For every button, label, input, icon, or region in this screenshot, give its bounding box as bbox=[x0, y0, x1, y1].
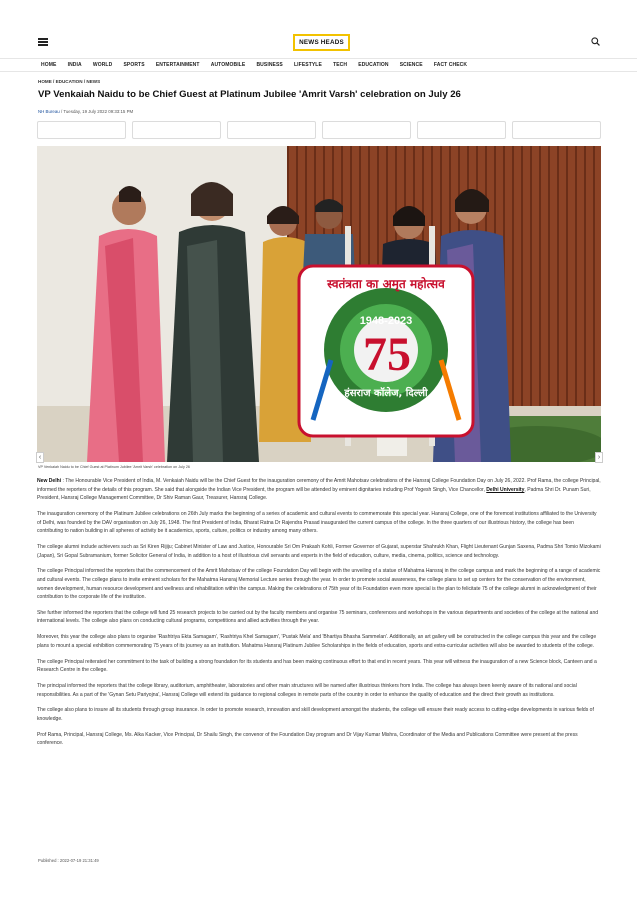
logo-board-top-text: स्वतंत्रता का अमृत महोत्सव bbox=[327, 277, 445, 291]
nav-item-automobile[interactable]: AUTOMOBILE bbox=[210, 62, 246, 68]
share-button-2[interactable] bbox=[132, 121, 221, 139]
share-button-3[interactable] bbox=[227, 121, 316, 139]
nav-item-lifestyle[interactable]: LIFESTYLE bbox=[294, 62, 322, 68]
article-paragraph-2: The inauguration ceremony of the Platinum Jubilee celebrations on 26th July marks the beginning of a series of academic and cultural events to commemorate this special year. Hansraj College, one of the foremost institutions affiliated to the University of Delhi, was founded by the DAV organisation on July 26, 1948. The first President of India, Bharat Ratna Dr Rajendra Prasad inaugurated the current campus of the college. In the three quarters of our illustrious history, the college has been contributing to nation building in all spheres of activity be it academics, sports, culture, politics or industry among many others. bbox=[37, 510, 597, 535]
nav-item-home[interactable]: HOME bbox=[41, 62, 57, 68]
photo-caption: VP Venkaiah Naidu to be Chief Guest at Platinum Jubilee 'Amrit Varsh' celebration on July 26 bbox=[38, 465, 190, 469]
hamburger-menu-icon[interactable] bbox=[38, 38, 48, 46]
article-paragraph-8: The principal informed the reporters that the college library, auditorium, amphitheater, laboratories and other main structures will be named after illustrious thinkers from India. The college has always been keenly aware of its national and social responsibilities. As a part of the 'Gynan Setu Pariyojna', Hansraj College will extend its guidance to regional colleges in remote parts of the country in order to enhance the quality of education and the direct their growth as institutions. bbox=[37, 683, 577, 698]
article-title: VP Venkaiah Naidu to be Chief Guest at Platinum Jubilee 'Amrit Varsh' celebration on July 26 bbox=[38, 89, 461, 100]
article-paragraph-5: She further informed the reporters that the college will fund 25 research projects to be carried out by the faculty members and organise 75 seminars, conferences and workshops in the various departments and societies of the college at the national and international levels. The college also plans on conducting cultural programs, competitions and allied activities through the year. bbox=[37, 609, 599, 625]
nav-item-world[interactable]: WORLD bbox=[92, 62, 113, 68]
nav-item-tech[interactable]: TECH bbox=[333, 62, 348, 68]
share-button-4[interactable] bbox=[322, 121, 411, 139]
main-nav bbox=[0, 58, 637, 72]
share-button-5[interactable] bbox=[417, 121, 506, 139]
byline-separator: / bbox=[60, 109, 64, 114]
share-buttons-row bbox=[37, 121, 601, 139]
article-author[interactable]: NH Bureau bbox=[38, 109, 60, 114]
breadcrumb[interactable]: HOME / EDUCATION / NEWS bbox=[38, 79, 101, 84]
logo-board-years: 1948-2023 bbox=[359, 315, 413, 327]
nav-item-science[interactable]: SCIENCE bbox=[399, 62, 423, 68]
nav-item-entertainment[interactable]: ENTERTAINMENT bbox=[155, 62, 200, 68]
article-paragraph-10: Prof Rama, Principal, Hansraj College, Ms. Alka Kacker, Vice Principal, Dr Shailu Singh, the convenor of the Foundation Day program and Dr Vijay Kumar Mishra, Coordinator of the Media and Publications Committee were present at the press conference. bbox=[37, 731, 578, 747]
article-paragraph-3: The college alumni include achievers such as Sri Kiren Rijiju; Cabinet Minister of Law and Justice, Honourable Sri Om Prakash Kohli, Former Governor of Gujarat, superstar Shahrukh Khan, Flight Lieutenant Gunjan Saxena, Padma Shri Tomio Mizokami (Japan), Sri Gopal Subramanium, former Solicitor General of India, in addition to a host of illustrious civil servants and experts in the field of education, culture, media, cinema, politics, science and technology. bbox=[37, 543, 601, 559]
search-icon[interactable] bbox=[591, 37, 600, 46]
article-body bbox=[37, 477, 601, 755]
published-timestamp: Published : 2022-07-19 21:31:49 bbox=[38, 858, 99, 863]
paragraph-1-text-b: , Padma Shri Dr. Punam Suri, President, Hansraj College Management Committee, Dr Shiv Raman Gaur, Treasurer, Hansraj College. bbox=[37, 486, 591, 502]
article-paragraph-4: The college Principal informed the reporters that the commencement of the Amrit Mahotsav of the college Foundation Day will begin with the unveiling of a statue of Mahatma Hansraj in the college campus and mark the beginning of a range of academic and cultural events. The college plans to invite eminent scholars for the Mahatma Hansraj Memorial Lecture series through the year. In order to promote social awareness, the college plans to set up centers for the conservation of the environment, women development, human resource development and wellness and rehabilitation within the campus. Making the celebrations of 75th year of its Foundation even more special is the plan to felicitate 75 of the college alumni in acknowledgment of their contribution to the corporate life of the institution. bbox=[37, 568, 601, 601]
logo-board-bottom-text: हंसराज कॉलेज, दिल्ली bbox=[344, 388, 428, 399]
nav-item-education[interactable]: EDUCATION bbox=[358, 62, 389, 68]
nav-item-sports[interactable]: SPORTS bbox=[123, 62, 145, 68]
delhi-university-link[interactable]: Delhi University bbox=[486, 486, 525, 493]
paragraph-1-text-a: : The Honourable Vice President of India, M. Venkaiah Naidu will be the Chief Guest for the inauguration ceremony of the Amrit Mahotsav celebrations of the Hansraj College Foundation Day on July 26, 2022. Prof Rama, the college Principal, informed the reporters of the details of this program. She said that alongside the Indian Vice President, the program will be attended by eminent dignitaries including Prof Yogesh Singh, Vice Chancellor, bbox=[37, 478, 601, 493]
site-logo[interactable]: NEWS HEADS bbox=[293, 34, 350, 51]
carousel-prev-button[interactable]: ‹ bbox=[36, 452, 44, 463]
share-button-6[interactable] bbox=[512, 121, 601, 139]
carousel-next-button[interactable]: › bbox=[595, 452, 603, 463]
nav-item-business[interactable]: BUSINESS bbox=[256, 62, 283, 68]
article-paragraph-1 bbox=[37, 477, 601, 503]
nav-item-fact-check[interactable]: FACT CHECK bbox=[433, 62, 468, 68]
dateline: New Delhi bbox=[37, 478, 62, 484]
article-date: Tuesday, 19 July 2022 09:33:15 PM bbox=[63, 109, 134, 114]
article-photo bbox=[37, 146, 601, 462]
share-button-1[interactable] bbox=[37, 121, 126, 139]
logo-board-number: 75 bbox=[363, 328, 411, 381]
article-byline bbox=[38, 109, 133, 114]
nav-item-india[interactable]: INDIA bbox=[67, 62, 82, 68]
article-paragraph-7: The college Principal reiterated her commitment to the task of building a strong foundation for its students and has been making continuous effort to that end in recent years. This year will witness the inauguration of a new Science block, Canteen and a Research Centre in the college. bbox=[37, 658, 597, 674]
article-paragraph-9: The college also plans to insure all its students through group insurance. In order to promote research, innovation and skill development amongst the students, the college will ensure their ready access to cutting-edge developments in various fields of knowledge. bbox=[37, 707, 594, 722]
article-paragraph-6: Moreover, this year the college also plans to organise 'Rashtriya Ekta Samagam', 'Rashtriya Khel Samagam', 'Pustak Mela' and 'Bhartiya Bhasha Sammelan'. Additionally, an art gallery will be constructed in the college campus this year and the college plans to mount a special exhibition commemorating 75 years of its journey as an institution. Mahatma Hansraj Platinum Jubilee Scholarships in the fields of education, sports and extra-curricular activities will also be awarded to students of the college. bbox=[37, 634, 597, 649]
site-header bbox=[0, 28, 637, 58]
